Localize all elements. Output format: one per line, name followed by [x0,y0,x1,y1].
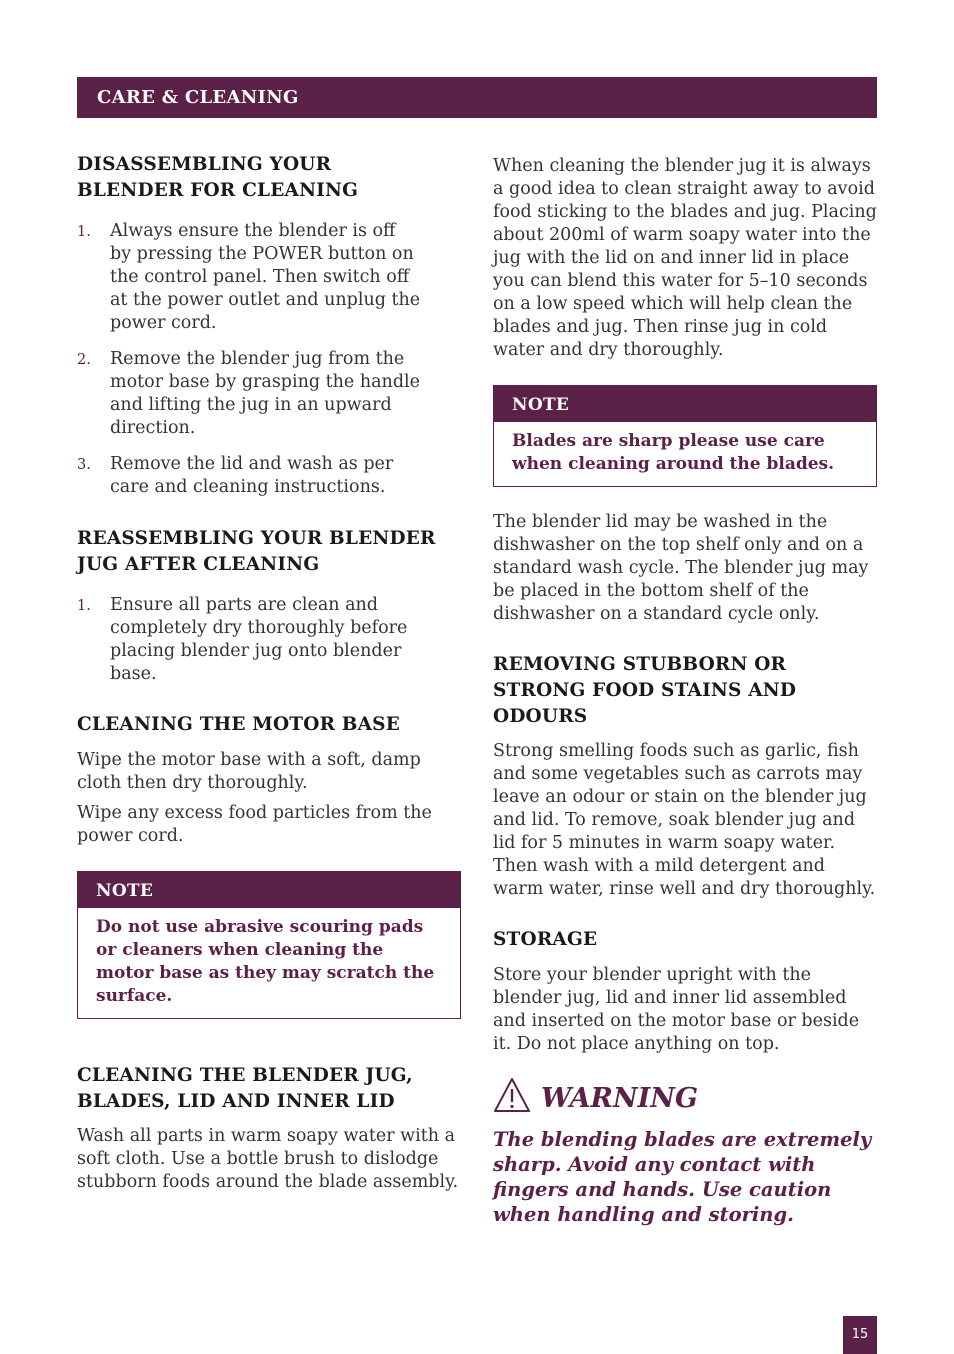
intro-paragraph: When cleaning the blender jug it is always a good idea to clean straight away to avoid food sticking to the blades and jug. Placing about 200ml of warm soapy water into the jug with the lid on and inner lid in place you can blend this water for 5–10 seconds on a low speed which will help clean the blades and jug. Then rinse jug in cold water and dry thoroughly. [493,156,877,360]
motor-paragraph-1: Wipe the motor base with a soft, damp cloth then dry thoroughly. [77,750,421,793]
motor-heading: CLEANING THE MOTOR BASE [77,714,401,735]
jug-paragraph: Wash all parts in warm soapy water with a soft cloth. Use a bottle brush to dislodge stubborn foods around the blade assembly. [77,1126,459,1192]
jug-heading: CLEANING THE BLENDER JUG, BLADES, LID AND INNER LID [77,1065,413,1112]
note-label: NOTE [78,872,460,908]
list-item: 1. Ensure all parts are clean and completely dry thoroughly before placing blender jug onto blender base. [77,595,408,684]
reassemble-heading: REASSEMBLING YOUR BLENDER JUG AFTER CLEANING [77,528,436,575]
right-column [493,152,877,1227]
left-column [77,152,461,1194]
dishwasher-paragraph: The blender lid may be washed in the dishwasher on the top shelf only and on a standard wash cycle. The blender jug may be placed in the bottom shelf of the dishwasher on a standard cycle only. [493,512,869,624]
warning-text: The blending blades are extremely sharp. Avoid any contact with fingers and hands. Use caution when handling and storing. [493,1128,872,1226]
storage-heading: STORAGE [493,929,598,950]
note-box-blades [493,385,877,487]
warning-header [493,1076,877,1121]
section-header: CARE & CLEANING [77,77,877,118]
list-item: 1. Always ensure the blender is off by pressing the POWER button on the control panel. Then switch off at the power outlet and unplug the power cord. [77,221,421,333]
storage-paragraph: Store your blender upright with the blender jug, lid and inner lid assembled and inserted on the motor base or beside it. Do not place anything on top. [493,965,860,1054]
note-label: NOTE [494,386,876,422]
stains-heading: REMOVING STUBBORN OR STRONG FOOD STAINS AND ODOURS [493,654,797,727]
note-text: Blades are sharp please use care when cleaning around the blades. [512,431,835,474]
disassemble-heading: DISASSEMBLING YOUR BLENDER FOR CLEANING [77,154,359,201]
list-item: 3. Remove the lid and wash as per care and cleaning instructions. [77,454,394,497]
disassemble-steps [77,220,422,499]
list-item: 2. Remove the blender jug from the motor base by grasping the handle and lifting the jug in an upward direction. [77,349,420,438]
reassemble-steps [77,594,422,686]
stains-paragraph: Strong smelling foods such as garlic, fish and some vegetables such as carrots may leave an odour or stain on the blender jug and lid. To remove, soak blender jug and lid for 5 minutes in warm soapy water. Then wash with a mild detergent and warm water, rinse well and dry thoroughly. [493,741,876,899]
note-text: Do not use abrasive scouring pads or cleaners when cleaning the motor base as they may scratch the surface. [96,917,435,1006]
page-number: 15 [843,1316,877,1354]
warning-triangle-icon [493,1076,531,1121]
warning-title: WARNING [541,1083,699,1114]
motor-paragraph-2: Wipe any excess food particles from the power cord. [77,803,432,846]
note-box-motor [77,871,461,1019]
